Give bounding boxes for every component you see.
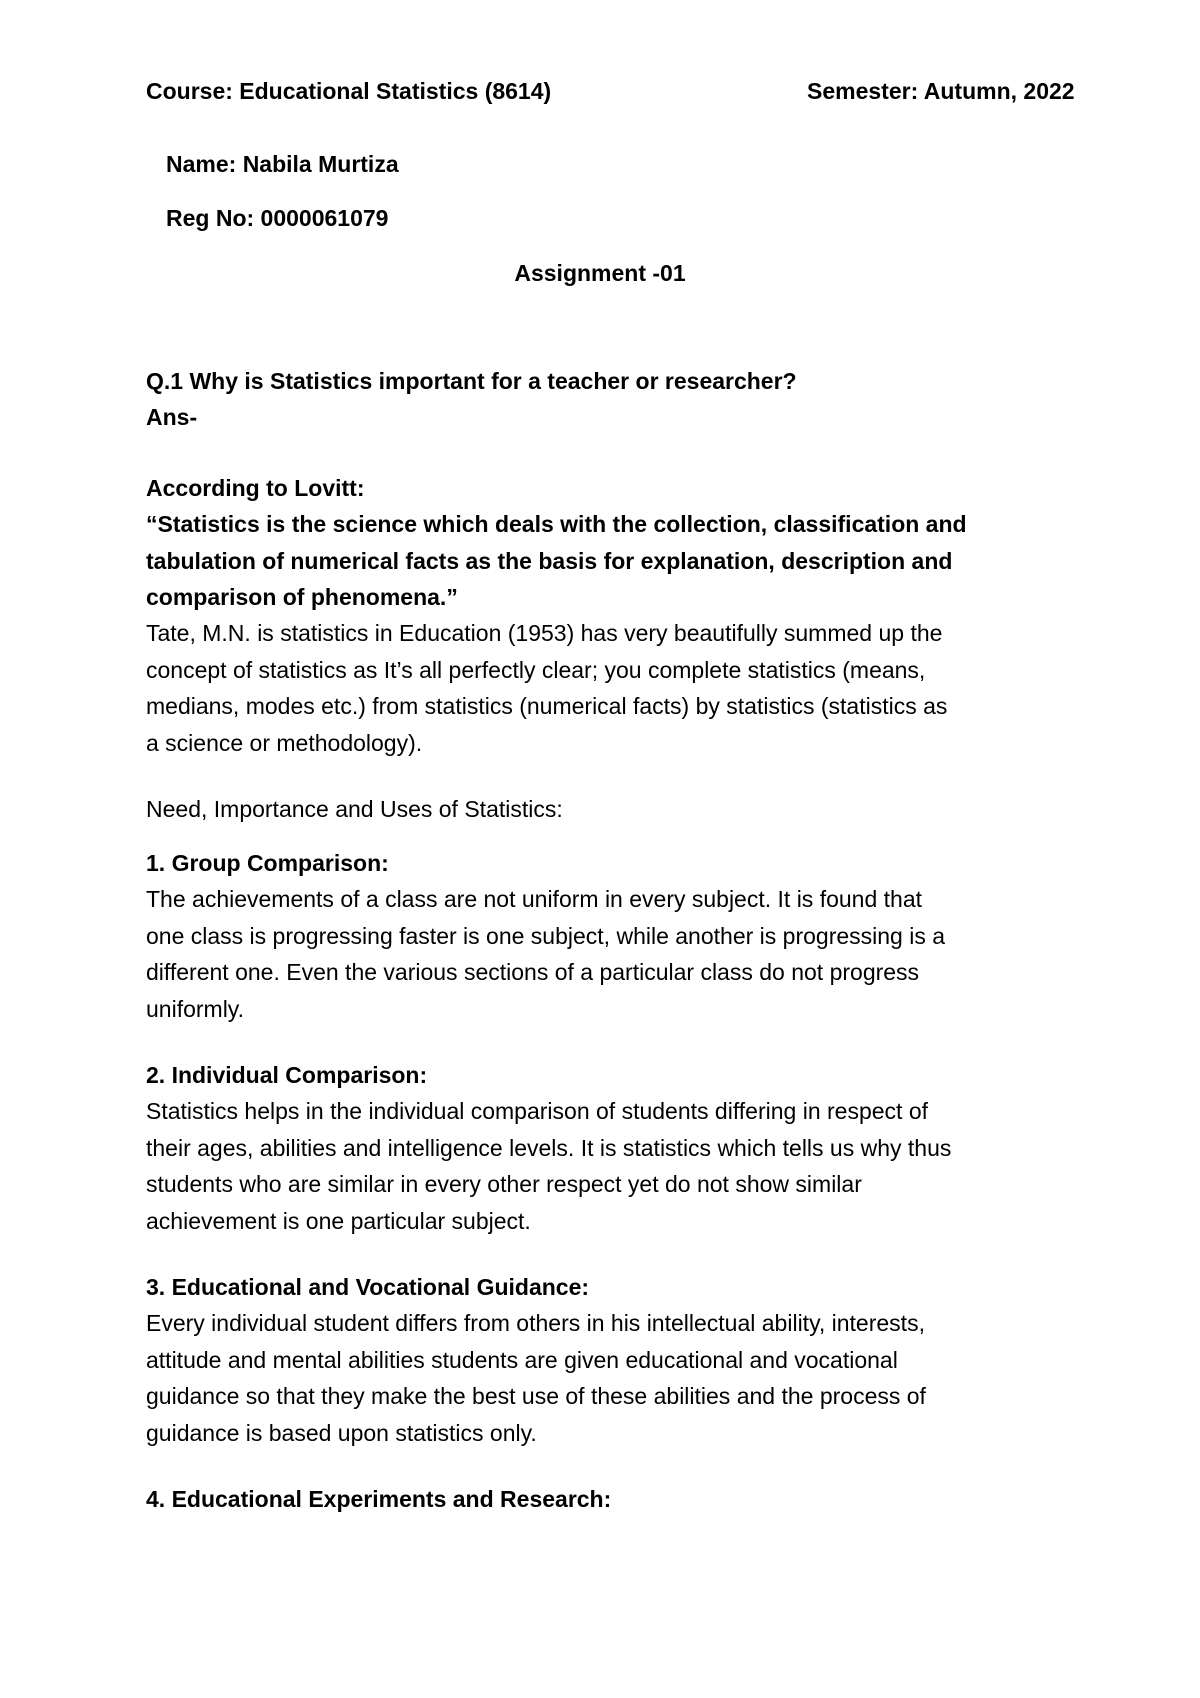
- paragraph-line: their ages, abilities and intelligence levels. It is statistics which tells us why thus: [146, 1134, 952, 1161]
- quote-line: comparison of phenomena.”: [146, 584, 458, 610]
- paragraph-line: different one. Even the various sections of a particular class do not progress: [146, 959, 920, 985]
- section-heading-group-comparison: 1. Group Comparison:: [146, 850, 389, 876]
- paragraph-line: a science or methodology).: [146, 729, 423, 756]
- section-body-group-comparison: [146, 881, 1066, 1027]
- paragraph-line: uniformly.: [146, 995, 244, 1022]
- section-heading-individual-comparison: 2. Individual Comparison:: [146, 1062, 428, 1088]
- semester-label: Semester: Autumn, 2022: [807, 78, 1075, 104]
- assignment-title: Assignment -01: [514, 260, 686, 286]
- paragraph-line: Tate, M.N. is statistics in Education (1953) has very beautifully summed up the: [146, 620, 943, 646]
- paragraph-line: medians, modes etc.) from statistics (numerical facts) by statistics (statistics as: [146, 693, 948, 719]
- section-heading-guidance: 3. Educational and Vocational Guidance:: [146, 1274, 590, 1300]
- quote-line: “Statistics is the science which deals with the collection, classification and: [146, 511, 967, 537]
- paragraph-line: concept of statistics as It’s all perfectly clear; you complete statistics (means,: [146, 656, 926, 683]
- quote-line: tabulation of numerical facts as the basis for explanation, description and: [146, 547, 953, 574]
- paragraph-line: attitude and mental abilities students are given educational and vocational: [146, 1346, 898, 1373]
- paragraph-line: The achievements of a class are not uniform in every subject. It is found that: [146, 886, 923, 912]
- definition-heading: According to Lovitt:: [146, 475, 365, 501]
- course-header-line: [146, 73, 1075, 109]
- paragraph-line: Statistics helps in the individual comparison of students differing in respect of: [146, 1098, 928, 1124]
- answer-label: Ans-: [146, 404, 198, 430]
- student-name: Name: Nabila Murtiza: [166, 151, 399, 177]
- paragraph-line: guidance is based upon statistics only.: [146, 1419, 537, 1446]
- paragraph-line: one class is progressing faster is one subject, while another is progressing is a: [146, 922, 946, 949]
- registration-number: Reg No: 0000061079: [166, 205, 389, 231]
- question-title: Q.1 Why is Statistics important for a teacher or researcher?: [146, 368, 797, 394]
- lovitt-quote: [146, 506, 1066, 616]
- paragraph-line: achievement is one particular subject.: [146, 1207, 531, 1234]
- uses-heading: Need, Importance and Uses of Statistics:: [146, 796, 563, 822]
- section-body-individual-comparison: [146, 1093, 1066, 1239]
- course-label: Course: Educational Statistics (8614): [146, 78, 552, 104]
- section-body-guidance: [146, 1305, 1066, 1451]
- paragraph-line: students who are similar in every other respect yet do not show similar: [146, 1171, 862, 1197]
- tate-paragraph: [146, 615, 1066, 761]
- paragraph-line: Every individual student differs from others in his intellectual ability, interests,: [146, 1310, 925, 1336]
- section-heading-experiments-research: 4. Educational Experiments and Research:: [146, 1486, 612, 1512]
- paragraph-line: guidance so that they make the best use of these abilities and the process of: [146, 1383, 926, 1409]
